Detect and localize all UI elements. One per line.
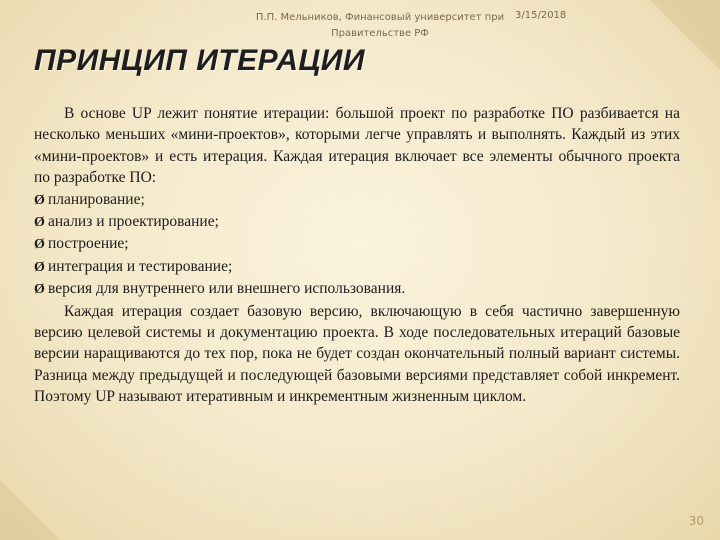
arrow-bullet-icon: Ø [34, 259, 45, 275]
list-item [34, 278, 680, 300]
arrow-bullet-icon: Ø [34, 192, 45, 208]
list-item [34, 189, 680, 211]
list-item-text: планирование; [48, 190, 145, 208]
slide-title: ПРИНЦИП ИТЕРАЦИИ [34, 44, 365, 77]
list-item-text: интеграция и тестирование; [48, 257, 233, 275]
intro-paragraph: В основе UP лежит понятие итерации: большой проект по разработке ПО разбивается на несколько меньших «мини-проектов», которыми легче управлять и выполнять. Каждый из этих «мини-проектов» и есть итерация. Каждая итерация включает все элементы обычного проекта по разработке ПО: [34, 105, 680, 187]
list-item [34, 256, 680, 278]
decorative-corner-bottom-left [0, 480, 60, 540]
bullet-list [34, 189, 680, 301]
slide-body [34, 103, 680, 408]
arrow-bullet-icon: Ø [34, 282, 45, 298]
list-item [34, 211, 680, 233]
header-author-line2: Правительстве РФ [331, 28, 429, 39]
list-item-text: построение; [48, 235, 129, 253]
header-date: 3/15/2018 [515, 10, 567, 21]
arrow-bullet-icon: Ø [34, 215, 45, 231]
list-item-text: анализ и проектирование; [48, 213, 219, 231]
header-author [255, 10, 505, 42]
list-item-text: версия для внутреннего или внешнего использования. [48, 280, 406, 298]
header-author-line1: П.П. Мельников, Финансовый университет при [255, 12, 505, 23]
conclusion-paragraph: Каждая итерация создает базовую версию, включающую в себя частично завершенную версию целевой системы и документацию проекта. В ходе последовательных итераций базовые версии наращиваются до тех пор, пока не будет создан окончательный полный вариант системы. Разница между предыдущей и последующей базовыми версиями представляет собой инкремент. Поэтому UP называют итеративным и инкрементным жизненным циклом. [34, 302, 680, 406]
arrow-bullet-icon: Ø [34, 237, 45, 253]
page-number: 30 [688, 514, 704, 528]
list-item [34, 233, 680, 255]
decorative-corner-top-right [650, 0, 720, 70]
